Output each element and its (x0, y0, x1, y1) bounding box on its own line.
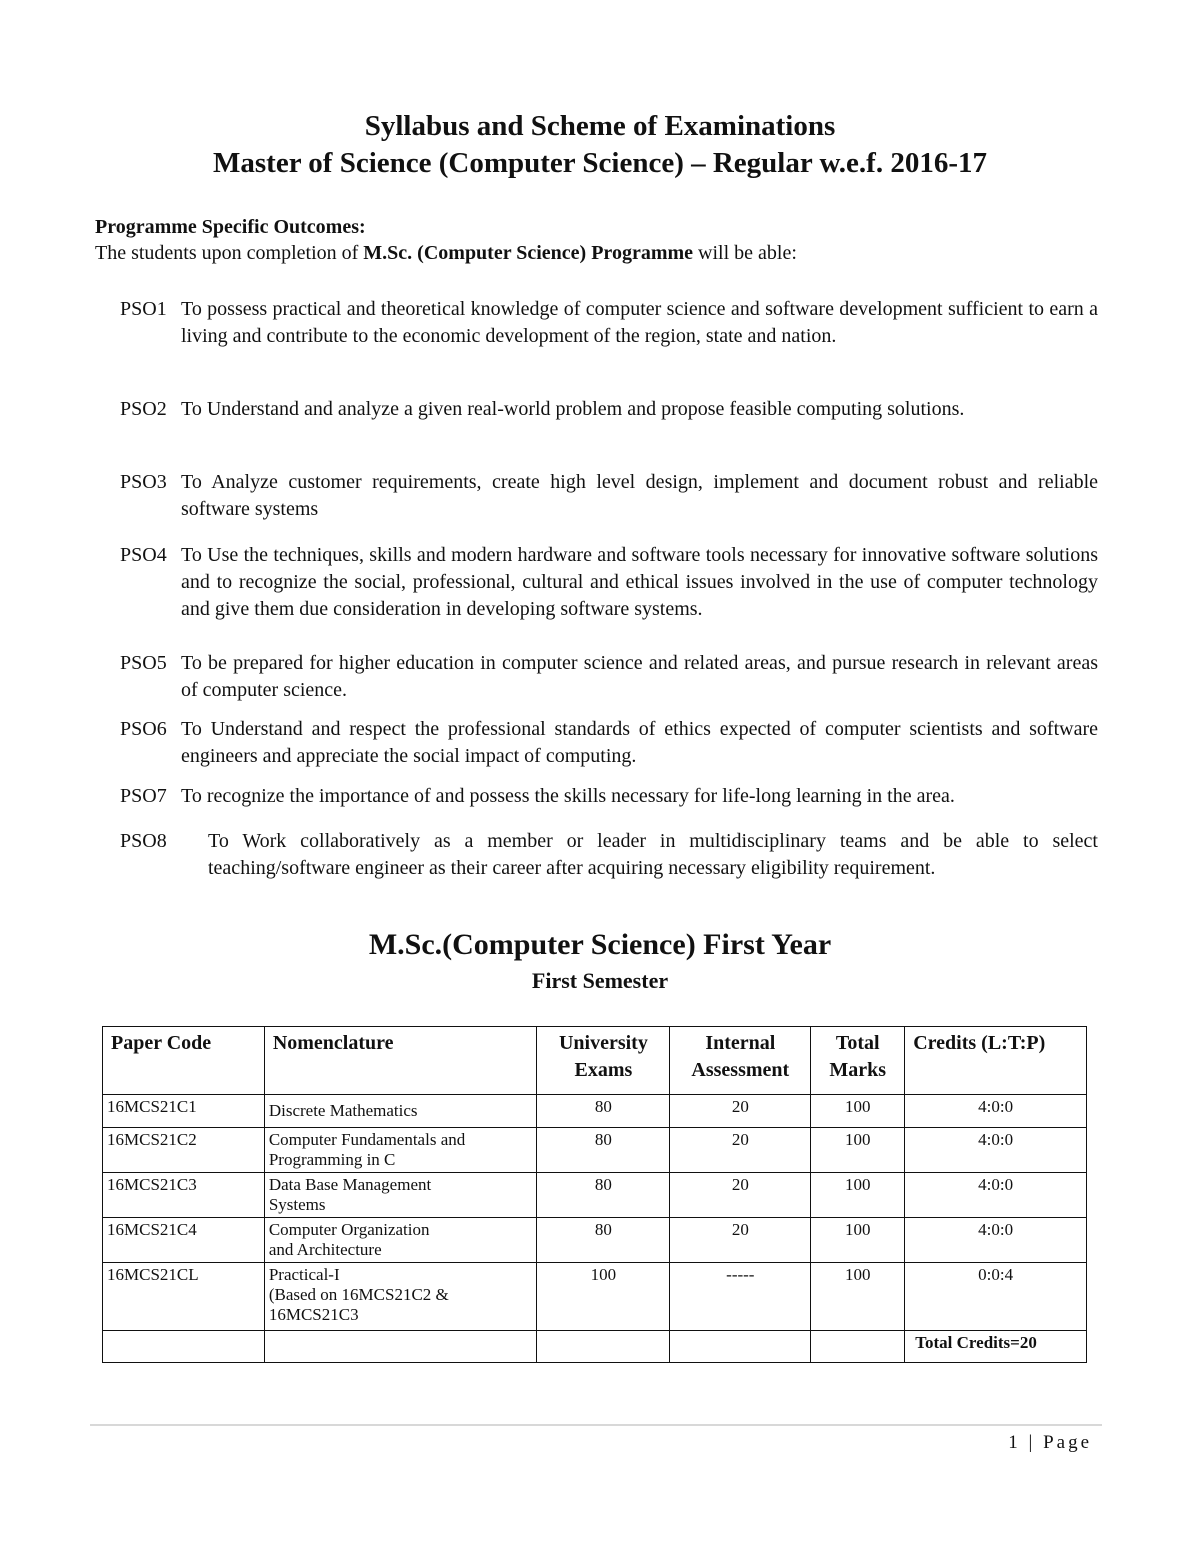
pso-label: PSO1 (120, 298, 167, 320)
title-line-2: Master of Science (Computer Science) – Regular w.e.f. 2016-17 (213, 147, 987, 179)
pso-item-5 (120, 650, 1098, 704)
total-marks: 100 (811, 1263, 905, 1331)
paper-code: 16MCS21CL (103, 1263, 265, 1331)
university-exams: 100 (537, 1263, 670, 1331)
year-title: M.Sc.(Computer Science) First Year (368, 928, 832, 961)
pso-label: PSO3 (120, 471, 167, 493)
credits: 4:0:0 (905, 1173, 1087, 1218)
pso-label: PSO4 (120, 544, 167, 566)
pso-item-1 (120, 296, 1098, 350)
empty-cell (537, 1331, 670, 1363)
total-marks: 100 (811, 1128, 905, 1173)
pso-label: PSO2 (120, 398, 167, 420)
university-exams: 80 (537, 1128, 670, 1173)
footer-divider (90, 1424, 1102, 1426)
pso-item-6 (120, 716, 1098, 770)
nomenclature: Practical-I (Based on 16MCS21C2 & 16MCS21C3 (264, 1263, 537, 1331)
pso-item-7 (120, 783, 1098, 810)
nomenclature: Data Base Management Systems (264, 1173, 537, 1218)
total-marks: 100 (811, 1173, 905, 1218)
total-credits: Total Credits=20 (905, 1331, 1087, 1363)
pso-label: PSO6 (120, 718, 167, 740)
table-row (103, 1095, 1087, 1128)
page-number: 1 | Page (1008, 1432, 1092, 1453)
nomenclature: Computer Organization and Architecture (264, 1218, 537, 1263)
scheme-table (102, 1026, 1087, 1363)
university-exams: 80 (537, 1173, 670, 1218)
header-paper-code: Paper Code (103, 1027, 265, 1095)
total-marks: 100 (811, 1218, 905, 1263)
paper-code: 16MCS21C4 (103, 1218, 265, 1263)
university-exams: 80 (537, 1095, 670, 1128)
pso-text: To Analyze customer requirements, create high level design, implement and document robust and reliable software systems (181, 471, 1098, 520)
pso-text: To be prepared for higher education in computer science and related areas, and pursue research in relevant areas of computer science. (181, 652, 1098, 701)
credits: 4:0:0 (905, 1218, 1087, 1263)
title-line-1: Syllabus and Scheme of Examinations (364, 110, 836, 142)
paper-code: 16MCS21C3 (103, 1173, 265, 1218)
table-header-row (103, 1027, 1087, 1095)
pso-text: To recognize the importance of and possess the skills necessary for life-long learning in the area. (181, 785, 955, 807)
header-nomenclature: Nomenclature (264, 1027, 537, 1095)
internal-assessment: 20 (670, 1095, 811, 1128)
table-row (103, 1218, 1087, 1263)
paper-code: 16MCS21C2 (103, 1128, 265, 1173)
credits: 4:0:0 (905, 1095, 1087, 1128)
empty-cell (264, 1331, 537, 1363)
header-credits: Credits (L:T:P) (905, 1027, 1087, 1095)
internal-assessment: 20 (670, 1218, 811, 1263)
paper-code: 16MCS21C1 (103, 1095, 265, 1128)
pso-item-4 (120, 542, 1098, 623)
header-internal-assessment: Internal Assessment (670, 1027, 811, 1095)
empty-cell (670, 1331, 811, 1363)
nomenclature: Discrete Mathematics (264, 1095, 537, 1128)
table-row (103, 1173, 1087, 1218)
table-row (103, 1128, 1087, 1173)
nomenclature: Computer Fundamentals and Programming in C (264, 1128, 537, 1173)
university-exams: 80 (537, 1218, 670, 1263)
internal-assessment: 20 (670, 1128, 811, 1173)
intro-text-start: The students upon completion of (95, 242, 364, 264)
header-university-exams: University Exams (537, 1027, 670, 1095)
page-title (0, 108, 1200, 182)
header-total-marks: Total Marks (811, 1027, 905, 1095)
pso-text: To Understand and analyze a given real-world problem and propose feasible computing solutions. (181, 398, 965, 420)
internal-assessment: ----- (670, 1263, 811, 1331)
pso-text: To possess practical and theoretical knowledge of computer science and software development sufficient to earn a living and contribute to the economic development of the region, state and nation. (181, 298, 1098, 347)
outcomes-heading: Programme Specific Outcomes: (95, 216, 366, 238)
empty-cell (811, 1331, 905, 1363)
pso-label: PSO7 (120, 785, 167, 807)
credits: 4:0:0 (905, 1128, 1087, 1173)
intro-programme-name: M.Sc. (Computer Science) Programme (363, 242, 694, 264)
pso-text: To Understand and respect the professional standards of ethics expected of computer scientists and software engineers and appreciate the social impact of computing. (181, 718, 1098, 767)
pso-item-8 (120, 828, 1098, 882)
table-row (103, 1263, 1087, 1331)
pso-label: PSO8 (120, 830, 167, 852)
total-marks: 100 (811, 1095, 905, 1128)
pso-label: PSO5 (120, 652, 167, 674)
pso-text: To Work collaboratively as a member or leader in multidisciplinary teams and be able to select teaching/software engineer as their career after acquiring necessary eligibility requirement. (208, 830, 1098, 879)
empty-cell (103, 1331, 265, 1363)
pso-item-2 (120, 396, 1098, 423)
semester-title: First Semester (531, 968, 669, 993)
internal-assessment: 20 (670, 1173, 811, 1218)
credits: 0:0:4 (905, 1263, 1087, 1331)
pso-text: To Use the techniques, skills and modern hardware and software tools necessary for innovative software solutions and to recognize the social, professional, cultural and ethical issues involved in the use of computer technology and give them due consideration in developing software systems. (181, 544, 1098, 620)
table-total-row (103, 1331, 1087, 1363)
outcomes-intro (95, 242, 797, 265)
intro-text-end: will be able: (693, 242, 797, 264)
pso-item-3 (120, 469, 1098, 523)
